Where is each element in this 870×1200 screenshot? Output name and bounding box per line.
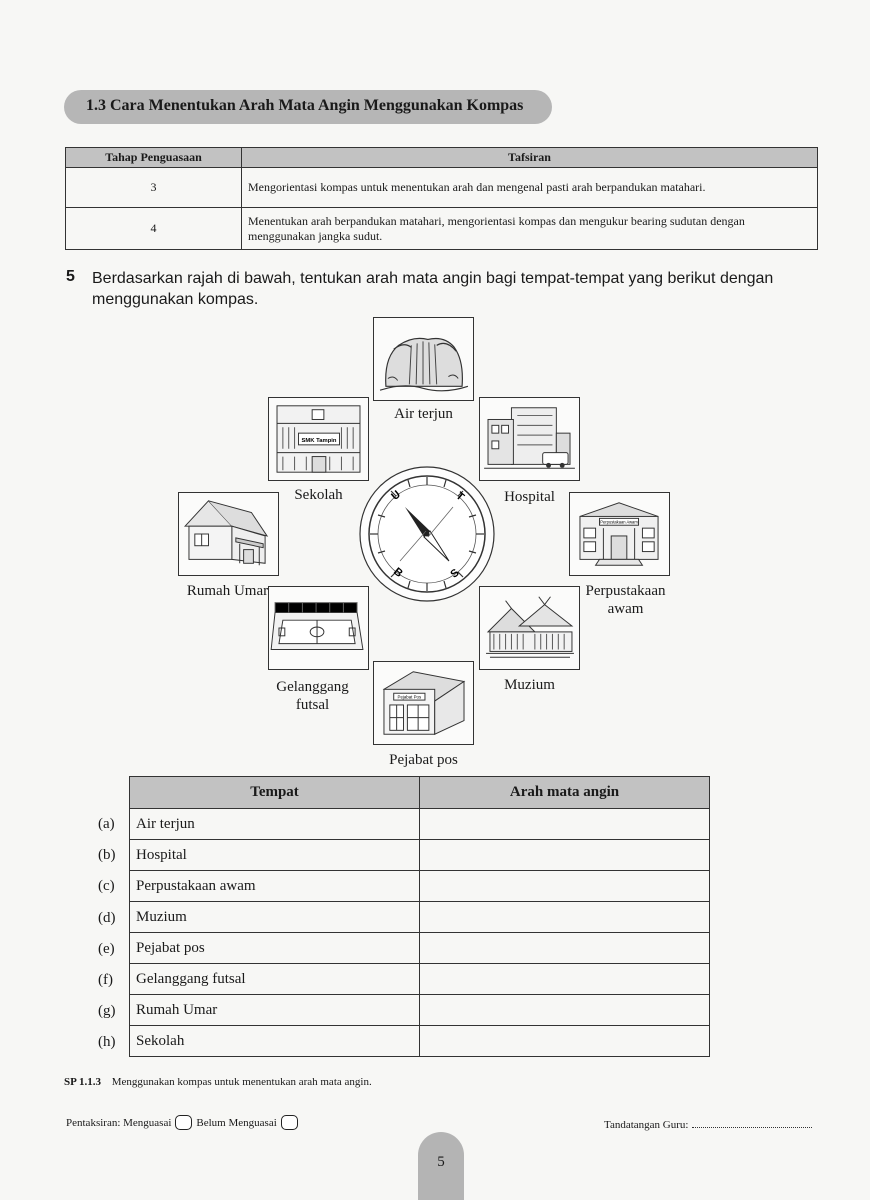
mastery-level-table [65, 147, 818, 250]
compass-letter-t: T [453, 489, 467, 504]
futsal-court-image [268, 586, 369, 670]
place-cell: Air terjun [130, 809, 420, 840]
interpretation-header: Tafsiran [242, 148, 818, 168]
answer-table [129, 776, 710, 1057]
place-cell: Muzium [130, 902, 420, 933]
row-label: (a) [98, 816, 115, 832]
place-header: Tempat [130, 777, 420, 809]
row-label: (e) [98, 940, 115, 957]
row-label: (b) [98, 847, 116, 864]
label-muzium: Muzium [504, 677, 555, 693]
direction-answer-cell[interactable] [420, 902, 710, 933]
learning-standard [64, 1076, 372, 1088]
post-office-sign: Pejabat Pos [397, 694, 422, 700]
level-value: 3 [66, 168, 242, 208]
question-number: 5 [66, 268, 75, 285]
mastered-checkbox[interactable] [175, 1115, 192, 1130]
waterfall-image [373, 317, 474, 401]
level-description: Mengorientasi kompas untuk menentukan arah dan mengenal pasti arah berpandukan matahari. [242, 168, 818, 208]
table-row [130, 871, 710, 902]
table-row [130, 995, 710, 1026]
direction-answer-cell[interactable] [420, 871, 710, 902]
place-cell: Perpustakaan awam [130, 871, 420, 902]
table-row [130, 809, 710, 840]
teacher-signature [604, 1119, 812, 1131]
table-row [130, 933, 710, 964]
school-sign: SMK Tampin [301, 437, 337, 444]
place-cell: Pejabat pos [130, 933, 420, 964]
table-row [130, 840, 710, 871]
compass-letter-b: B [391, 565, 405, 580]
direction-answer-cell[interactable] [420, 995, 710, 1026]
direction-answer-cell[interactable] [420, 809, 710, 840]
place-cell: Hospital [130, 840, 420, 871]
table-row [130, 1026, 710, 1057]
assess-label: Pentaksiran: Menguasai [66, 1116, 172, 1129]
signature-label: Tandatangan Guru: [604, 1119, 689, 1131]
library-sign: Perpustakaan Awam [600, 519, 638, 525]
standard-code: SP 1.1.3 [64, 1076, 101, 1088]
row-label: (h) [98, 1034, 116, 1051]
label-rumah: Rumah Umar [186, 583, 269, 599]
row-label: (d) [98, 909, 116, 926]
direction-answer-cell[interactable] [420, 964, 710, 995]
level-value: 4 [66, 208, 242, 250]
label-perpustakaan: Perpustakaan awam [585, 583, 666, 617]
section-header [64, 90, 552, 124]
label-air-terjun: Air terjun [394, 406, 453, 422]
question-text: Berdasarkan rajah di bawah, tentukan arah mata angin bagi tempat-tempat yang berikut dengan menggunakan kompas. [92, 270, 774, 308]
standard-text: Menggunakan kompas untuk menentukan arah mata angin. [111, 1076, 372, 1088]
table-row [130, 964, 710, 995]
level-header: Tahap Penguasaan [66, 148, 242, 168]
not-mastered-label: Belum Menguasai [196, 1116, 277, 1129]
post-office-image [373, 661, 474, 745]
direction-answer-cell[interactable] [420, 1026, 710, 1057]
direction-answer-cell[interactable] [420, 933, 710, 964]
level-description: Menentukan arah berpandukan matahari, mengorientasi kompas dan mengukur bearing sudutan dengan menggunakan jangka sudut. [242, 208, 818, 250]
signature-line[interactable] [692, 1127, 812, 1128]
place-cell: Gelanggang futsal [130, 964, 420, 995]
not-mastered-checkbox[interactable] [281, 1115, 298, 1130]
label-sekolah: Sekolah [294, 487, 343, 503]
school-image [268, 397, 369, 481]
row-label: (f) [98, 971, 113, 988]
place-cell: Rumah Umar [130, 995, 420, 1026]
assessment-row [66, 1115, 300, 1130]
direction-header: Arah mata angin [420, 777, 710, 809]
label-pejabat-pos: Pejabat pos [389, 752, 458, 768]
section-title: 1.3 Cara Menentukan Arah Mata Angin Menggunakan Kompas [86, 97, 524, 114]
answer-row-labels [98, 809, 116, 1059]
label-hospital: Hospital [504, 489, 555, 505]
compass-letter-s: S [448, 566, 462, 581]
label-gelanggang: Gelanggang futsal [276, 679, 349, 713]
library-image [569, 492, 670, 576]
house-image [178, 492, 279, 576]
row-label: (g) [98, 1003, 116, 1020]
compass-letter-u: U [389, 488, 403, 503]
row-label: (c) [98, 878, 115, 895]
place-cell: Sekolah [130, 1026, 420, 1057]
page-number: 5 [437, 1154, 445, 1170]
page-number-tab [418, 1132, 464, 1200]
compass-image [358, 465, 496, 603]
direction-answer-cell[interactable] [420, 840, 710, 871]
table-row [130, 902, 710, 933]
